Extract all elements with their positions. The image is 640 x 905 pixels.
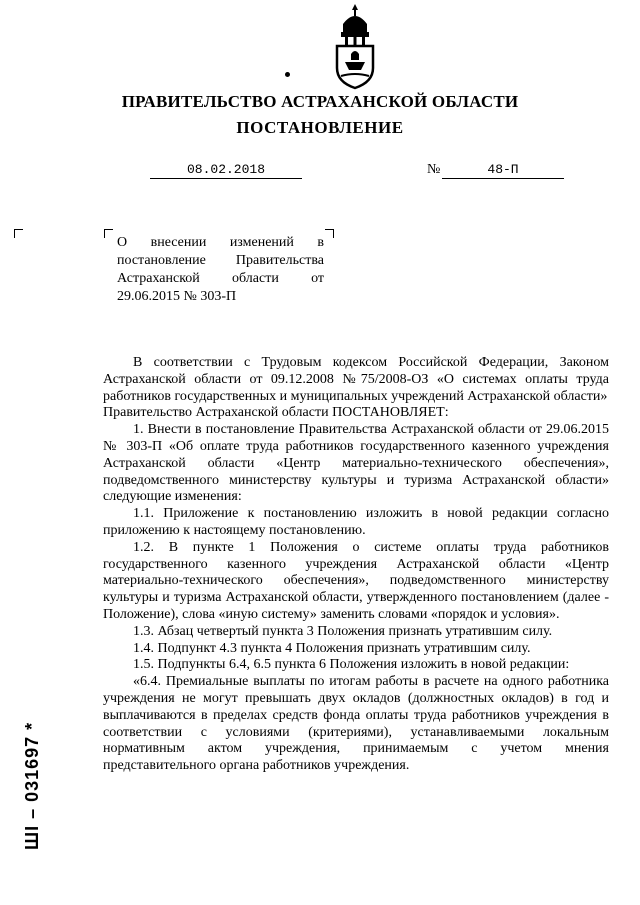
document-number: 48-П: [442, 162, 564, 179]
government-title: ПРАВИТЕЛЬСТВО АСТРАХАНСКОЙ ОБЛАСТИ: [121, 92, 519, 111]
body-paragraph: 1.5. Подпункты 6.4, 6.5 пункта 6 Положения изложить в новой редакции:: [133, 657, 570, 673]
body-paragraph: 1.3. Абзац четвертый пункта 3 Положения признать утратившим силу.: [133, 623, 553, 639]
punch-dot: [285, 72, 290, 77]
subject-line: Астраханской области от: [117, 271, 324, 286]
body-paragraph: «6.4. Премиальные выплаты по итогам работы в расчете на одного работника учреждения не могут превышать двух окладов (должностных окладов) в год и выплачиваются в пределах средств фонда оплаты труда работников учреждения в соответствии с условиями (критериями), устанавливаемыми локальным нормативным актом учреждения, принимаемым с учетом мнения представительного органа работников учреждения.: [103, 674, 609, 774]
document-type: ПОСТАНОВЛЕНИЕ: [236, 118, 404, 137]
coat-of-arms-emblem: [325, 2, 385, 92]
body-paragraph: 1.1. Приложение к постановлению изложить в новой редакции согласно приложению к настоящему постановлению.: [103, 506, 609, 538]
body-paragraph: 1. Внести в постановление Правительства Астраханской области от 29.06.2015 № 303-П «Об оплате труда работников государственного казенного учреждения Астраханской области «Центр материально-технического обеспечения», подведомственного министерству культуры и туризма Астраханской области» следующие изменения:: [103, 422, 609, 505]
document-subject: [117, 234, 324, 306]
body-paragraph: В соответствии с Трудовым кодексом Российской Федерации, Законом Астраханской области от 09.12.2008 №75/2008-ОЗ «О системах оплаты труда работников государственных и муниципальных учреждений Астраханской области»: [103, 355, 609, 404]
margin-corner-mark: [14, 229, 23, 238]
body-paragraph: 1.4. Подпункт 4.3 пункта 4 Положения признать утратившим силу.: [133, 640, 531, 656]
subject-corner-left: [104, 229, 113, 238]
number-sign: №: [427, 162, 441, 177]
subject-corner-right: [325, 229, 334, 238]
subject-line: 29.06.2015 № 303-П: [117, 289, 237, 304]
body-paragraph: 1.2. В пункте 1 Положения о системе оплаты труда работников государственного казенного учреждения Астраханской области «Центр материально-технического обеспечения», подведомственного министерству культуры и туризма Астраханской области, утвержденного постановлением (далее - Положение), слова «иную систему» заменить словами «порядок и условия».: [103, 539, 609, 622]
subject-line: О внесении изменений в: [117, 235, 324, 250]
subject-line: постановление Правительства: [117, 253, 324, 268]
document-date: 08.02.2018: [150, 162, 302, 179]
serial-stamp: ШI – 031697 *: [22, 721, 42, 850]
document-body: [103, 355, 609, 775]
body-paragraph: Правительство Астраханской области ПОСТАНОВЛЯЕТ:: [103, 405, 449, 421]
